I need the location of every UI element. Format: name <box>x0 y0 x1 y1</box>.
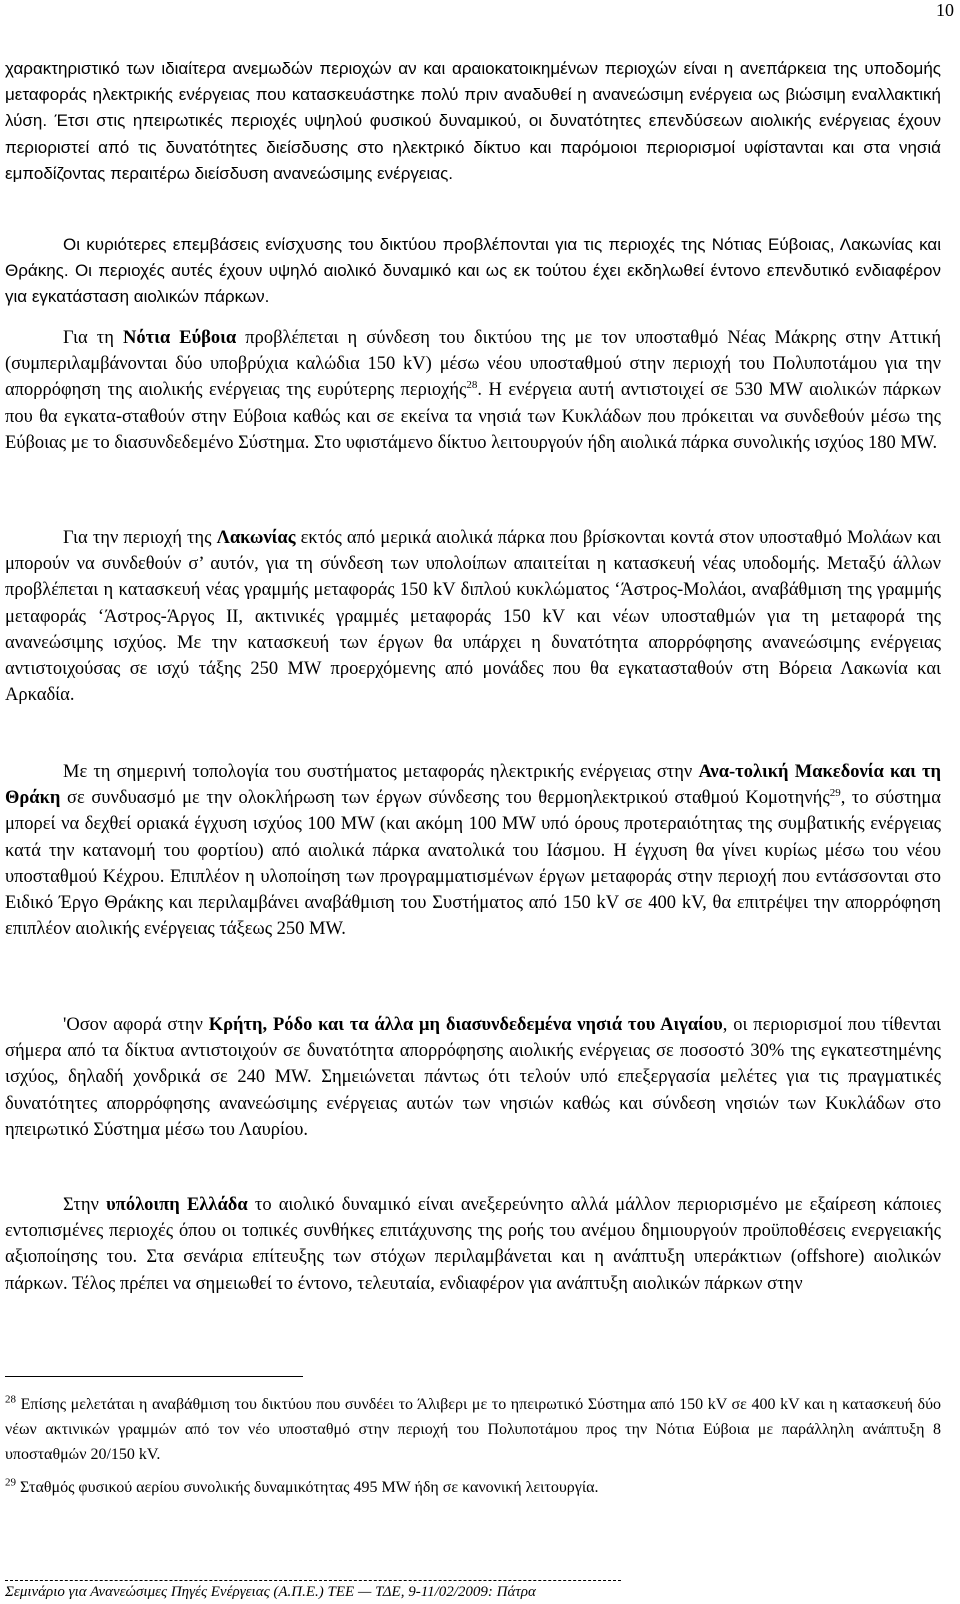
paragraph-text: Για τη <box>63 328 123 348</box>
paragraph-islands <box>5 1012 941 1143</box>
page-footer: Σεμινάριο για Ανανεώσιμες Πηγές Ενέργειας (Α.Π.Ε.) ΤΕΕ — ΤΔΕ, 9-11/02/2009: Πάτρα <box>5 1584 536 1600</box>
paragraph-text: , οι περιορισμοί που τίθενται σήμερα από τα δίκτυα αντιστοιχούν σε δυνατότητα απορρόφησης αιολικής ενέργειας σε ποσοστό 30% της εγκατεστημένης ισχύος, δηλαδή χονδρικά σε 240 MW. Σημειώνεται πάντως ότι τελούν υπό επεξεργασία μελέτες για τις πραγματικές δυνατότητες απορρόφησης ανανεώσιμης ενέργειας αυτών των νησιών καθώς και σύνδεση νησιών των Κυκλάδων στο ηπειρωτικό Σύστημα μέσω του Λαυρίου. <box>5 1015 941 1140</box>
paragraph-text: προβλέπεται η σύνδεση του δικτύου της με τον υποσταθμό Νέας Μάκρης στην Αττική (συμπεριλαμβάνονται δύο υποβρύχια καλώδια 150 kV) μέσω νέου υποσταθμού στην περιοχή του Πολυποτάμου για την απορρόφηση της αιολικής ενέργειας της ευρύτερης περιοχής <box>5 328 941 401</box>
footnote-divider <box>5 1376 303 1377</box>
paragraph-south-evia <box>5 325 941 456</box>
footnote-ref-29[interactable]: 29 <box>829 787 841 800</box>
footnote-28 <box>5 1392 941 1467</box>
paragraph-text: Στην <box>63 1195 107 1215</box>
page-number: 10 <box>936 0 954 20</box>
footnote-29 <box>5 1475 941 1500</box>
footnote-mark: 28 <box>5 1393 16 1406</box>
paragraph-text: το αιολικό δυναμικό είναι ανεξερεύνητο αλλά μάλλον περιορισμένο με εξαίρεση κάποιες εντοπισμένες περιοχές όπου οι τοπικές συνθήκες επιτάχυνσης της ροής του ανέμου δημιουργούν προϋποθέσεις ενεργειακής αξιοποίησης του. Στα σενάρια επίτευξης των στόχων περιλαμβάνεται και η ανάπτυξη υπεράκτιων (offshore) αιολικών πάρκων. Τέλος πρέπει να σημειωθεί το έντονο, τελευταία, ενδιαφέρον για ανάπτυξη αιολικών πάρκων στην <box>5 1195 941 1294</box>
paragraph-text: Με τη σημερινή τοπολογία του συστήματος μεταφοράς ηλεκτρικής ενέργειας στην <box>63 762 699 782</box>
footnote-text: Σταθμός φυσικού αερίου συνολικής δυναμικότητας 495 MW ήδη σε κανονική λειτουργία. <box>16 1479 599 1496</box>
paragraph-rest-of-greece <box>5 1192 941 1297</box>
footer-divider <box>5 1580 621 1581</box>
region-heading-south-evia: Νότια Εύβοια <box>122 328 237 348</box>
region-heading-islands: Κρήτη, Ρόδο και τα άλλα μη διασυνδεδεμένα νησιά του Αιγαίου <box>208 1015 723 1035</box>
paragraph-thrace <box>5 759 941 942</box>
footnote-text: Επίσης μελετάται η αναβάθμιση του δικτύου που συνδέει το Άλιβερι με το ηπειρωτικό Σύστημα από 150 kV σε 400 kV και η κατασκευή δύο νέων ακτινικών γραμμών από τον νέο υποσταθμό στην περιοχή του Πολυποτάμου προς την Νότια Εύβοια με παράλληλη ανάπτυξη 8 υποσταθμών 20/150 kV. <box>5 1396 941 1463</box>
paragraph-text: σε συνδυασμό με την ολοκλήρωση των έργων σύνδεσης του θερμοηλεκτρικού σταθμού Κομοτηνής <box>60 788 830 809</box>
footnote-mark: 29 <box>5 1476 16 1489</box>
paragraph-text: . Η ενέργεια αυτή αντιστοιχεί σε 530 MW αιολικών πάρκων που θα εγκατα-σταθούν στην Εύβοια καθώς και σε εκείνα τα νησιά των Κυκλάδων που πρόκειται να συνδεθούν μέσω της Εύβοιας με το διασυνδεδεμένο Σύστημα. Στο υφιστάμενο δίκτυο λειτουργούν ήδη αιολικά πάρκα συνολικής ισχύος 180 MW. <box>5 380 941 453</box>
paragraph-text: εκτός από μερικά αιολικά πάρκα που βρίσκονται κοντά στον υποσταθμό Μολάων και μπορούν να συνδεθούν σ’ αυτόν, για τη σύνδεση των υπολοίπων απαιτείται η κατασκευή νέας υποδομής. Μεταξύ άλλων προβλέπεται η κατασκευή νέας γραμμής μεταφοράς 150 kV διπλού κυκλώματος ‘Άστρος-Μολάοι, αναβάθμιση της γραμμής μεταφοράς ‘Άστρος-Άργος ΙΙ, ακτινικές γραμμές μεταφοράς 150 kV και νέων υποσταθμών για τη μεταφορά της ανανεώσιμης ισχύος. Με την κατασκευή των έργων θα υπάρχει η δυνατότητα απορρόφησης ανανεώσιμης ενέργειας αντιστοιχούσας σε ισχύ τάξης 250 MW προερχόμενης από μονάδες που θα εγκατασταθούν στη Βόρεια Λακωνία και Αρκαδία. <box>5 528 942 706</box>
paragraph-laconia <box>5 525 941 708</box>
paragraph-text: 'Οσον αφορά στην <box>63 1015 209 1035</box>
paragraph-intro: χαρακτηριστικό των ιδιαίτερα ανεμωδών περιοχών αν και αραιοκατοικημένων περιοχών είναι η ανεπάρκεια της υποδομής μεταφοράς ηλεκτρικής ενέργειας που κατασκευάστηκε πολύ πριν αναδυθεί η ανανεώσιμη ενέργεια ως βιώσιμη εναλλακτική λύση. Έτσι στις ηπειρωτικές περιοχές υψηλού φυσικού δυναμικού, οι δυνατότητες επενδύσεων αιολικής ενέργειας έχουν περιοριστεί από τις δυνατότητες διείσδυσης στο ηλεκτρικό δίκτυο και παρόμοιοι περιορισμοί υφίστανται και στα νησιά εμποδίζοντας περαιτέρω διείσδυση ανανεώσιμης ενέργειας. <box>5 59 941 183</box>
region-heading-thrace: Ανα-τολική Μακεδονία και τη Θράκη <box>5 762 942 809</box>
paragraph-text: , το σύστημα μπορεί να δεχθεί οριακά έγχυση ισχύος 100 MW (και ακόμη 100 MW υπό όρους προτεραιότητας της συμβατικής ενέργειας κατά την κατανομή του φορτίου) από αιολικά πάρκα ανατολικά του Ιάσμου. Η έγχυση θα γίνει κυρίως μέσω του νέου υποσταθμού Κέχρου. Επιπλέον η υλοποίηση των προγραμματισμένων έργων μεταφοράς στην περιοχή που εντάσσονται στο Ειδικό Έργο Θράκης και περιλαμβάνει αναβάθμιση του Συστήματος από 150 kV σε 400 kV, θα επιτρέψει την απορρόφηση επιπλέον αιολικής ενέργειας τάξεως 250 MW. <box>5 788 941 940</box>
paragraph-text: Οι περιοχές αυτές έχουν υψηλό αιολικό δυναμικό και ως εκ τούτου έχει εκδηλωθεί έντονο επενδυτικό ενδιαφέρον για εγκατάσταση αιολικών πάρκων. <box>5 261 941 307</box>
paragraph-grid-reinforcement <box>5 232 941 311</box>
region-heading-laconia: Λακωνίας <box>216 528 296 548</box>
region-heading-rest-of-greece: υπόλοιπη Ελλάδα <box>106 1195 248 1215</box>
paragraph-text: Για την περιοχή της <box>63 528 217 548</box>
footnote-ref-28[interactable]: 28 <box>466 379 478 392</box>
paragraph-text: Οι κυριότερες επεμβάσεις ενίσχυσης του δικτύου προβλέπονται για τις περιοχές της Νότιας Εύβοιας, Λακωνίας και Θράκης. <box>5 235 941 281</box>
